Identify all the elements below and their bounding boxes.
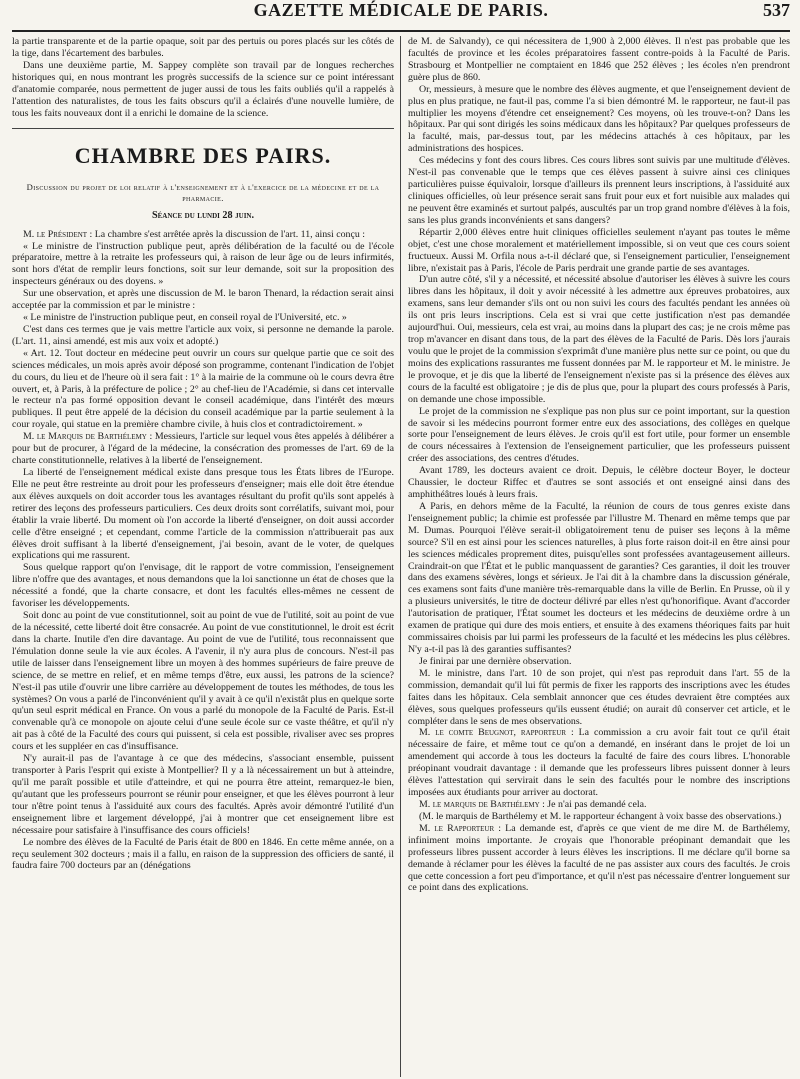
left-column [12,36,401,1077]
paragraph [408,799,790,811]
section-subtitle: Discussion du projet de loi relatif à l'enseignement et à l'exercice de la médecine et de la pharmacie. [26,181,380,204]
speaker-name: M. le Marquis de Barthélemy [23,431,147,443]
paragraph: N'y aurait-il pas de l'avantage à ce que des médecins, s'associant ensemble, puissent transporter à Paris l'esprit qui existe à Montpellier? Il y a là nécessairement un but à atteindre, qu'il me paraît possible et utile d'atteindre, et qui ne pourra être atteint, remarquez-le bien, qu'autant que les professeurs pourront se réunir pour enseigner, et que les élèves pourront à leur tour n'être point tenus à l'assiduité aux cours des facultés. Après avoir démontré l'utilité d'un enseignement libre et largement développé, j'ai à montrer que cet enseignement libre est nécessaire pour satisfaire à l'insuffisance des cours officiels! [12,753,394,836]
paragraph: de M. de Salvandy), ce qui nécessitera de 1,900 à 2,000 élèves. Il n'est pas probable que les facultés de province et les écoles préparatoires fassent contre-poids à la Faculté de Paris. Strasbourg et Montpellier ne comptaient en 1846 que 252 élèves ; les écoles n'en prendront guère plus de 860. [408,36,790,83]
paragraph [408,727,790,799]
paragraph: Sous quelque rapport qu'on l'envisage, dit le rapport de votre commission, l'enseignement libre n'offre que des avantages, et nous demandons que la loi sanctionne un état de choses que la nécessité a fondé, que la charte consacre, et dont les facultés elles-mêmes ne cessent de favoriser les développements. [12,562,394,610]
paragraph-text: : La demande est, d'après ce que vient de me dire M. de Barthélemy, infiniment moins importante. Je croyais que l'honorable préopinant demandait que les professeurs libres pussent accorder à leurs élèves les inscriptions. Il me déclare qu'il borne sa demande à réclamer pour les élèves la faculté de ne pas assister aux cours des facultés. Je crois que cette concession a fort peu d'importance, et qu'il n'est pas nécessaire d'entrer longuement sur ce point dans des explications. [408,822,790,894]
paragraph: La liberté de l'enseignement médical existe dans presque tous les États libres de l'Europe. Elle ne peut être restreinte au droit pour les professeurs d'enseigner; mais elle doit être étendue aux élèves auxquels on doit accorder tous les avantages résultant du profit qu'ils sont appelés à retirer des leçons des professeurs particuliers. Ces deux droits sont corrélatifs, suivant moi, pour établir la vraie liberté. Du moment où l'on accorde la liberté d'enseigner, on doit aussi accorder celle d'être enseigné ; et cependant, comme l'article de la commission n'attribuerait pas aux élèves droit suffisant à la liberté d'enseignement, j'ai besoin, avant de le voter, de quelques explications qui me rassurent. [12,467,394,562]
session-heading: Séance du lundi 28 juin. [151,210,255,222]
paragraph: D'un autre côté, s'il y a nécessité, et nécessité absolue d'autoriser les élèves à suivre les cours libres dans les hôpitaux, il doit y avoir nécessité à les admettre aux épreuves probatoires, aux examens, sans leur demander s'ils ont ou non suivi les cours des facultés pendant les années où ils ont pris leurs inscriptions. Cela est si vrai que cette justification n'est pas demandée aujourd'hui. Oui, messieurs, cela est vrai, au moins dans la plupart des cas; je ne crois même pas trop m'avancer en disant dans tous, de la part des élèves de la Faculté de Paris. Dès lors j'aurais voulu que le projet de la commission s'exprimât d'une manière plus nette sur ce point, ou que du moins des explications rassurantes me fussent données par M. le rapporteur et M. le ministre. Je le provoque, et je dis que la liberté de l'enseignement n'existe pas si la présence des élèves aux cours de la faculté est obligatoire ; je dis de plus que, pour la plupart des cours professés à Paris, on demande une chose impossible. [408,274,790,405]
paragraph-text: : La commission a cru avoir fait tout ce qu'il était nécessaire de faire, et même tout ce qu'on a demandé, en insérant dans le projet de loi un amendement qui accorde à tous les docteurs la faculté de faire des cours libres. L'honorable préopinant voudrait davantage : il demande que les professeurs libres puissent donner à leurs élèves l'attestation qui servirait dans le sein des facultés pour le nombre des inscriptions imposées aux étudiants pour arriver au doctorat. [408,727,790,799]
text-columns [12,36,790,1077]
paragraph: (M. le marquis de Barthélemy et M. le rapporteur échangent à voix basse des observations.) [419,810,782,822]
paragraph: Soit donc au point de vue constitutionnel, soit au point de vue de l'utilité, soit au point de vue de la nécessité, cette liberté doit être consacrée. Au point de vue constitutionnel, le droit est écrit dans la charte. Inutile d'en dire davantage. Au point de vue de l'utilité, tous reconnaissent que l'émulation donne seule la vie aux écoles. A l'avenir, il n'y aura plus de concours. N'est-il pas utile de laisser dans l'enseignement libre un moyen à des hommes supérieurs de faire preuve de science, de se mettre en relief, et en même temps d'être, eux aussi, les patrons de la science? N'est-il pas utile d'ouvrir une libre carrière au développement de toutes les méthodes, de tous les systèmes? On vous a parlé de l'inconvénient qu'il y avait à ce qu'il n'existât plus en quelque sorte qu'un seul esprit médical en France. On vous a parlé du monopole de la Faculté de Paris. Est-il convenable qu'à ce monopole on ajoute celui d'une seule école sur ce vaste théâtre, et qu'il n'y ait pas à côté de la Faculté des cours qui puissent, si cela est possible, rivaliser avec ses propres cours et les suppléer en cas d'insuffisance. [12,610,394,753]
paragraph-text: : Je n'ai pas demandé cela. [539,799,647,810]
page-number: 537 [763,0,790,20]
paragraph: Avant 1789, les docteurs avaient ce droit. Depuis, le célèbre docteur Boyer, le docteur Chaussier, le docteur Riffec et d'autres se sont associés et ont enseigné ainsi dans des amphithéâtres loués à leurs frais. [408,465,790,501]
paragraph: « Le ministre de l'instruction publique peut, en conseil royal de l'Université, etc. » [23,312,347,324]
paragraph-text: : Messieurs, l'article sur lequel vous êtes appelés à délibérer a pour but de procurer, à l'égard de la médecine, la consécration des promesses de l'art. 69 de la charte constitutionnelle, relatives à la liberté de l'enseignement. [12,431,394,467]
paragraph: la partie transparente et de la partie opaque, soit par des pertuis ou pores placés sur les côtés de la tige, dans l'écartement des barbules. [12,36,394,59]
paragraph [12,431,394,467]
section-divider [12,128,394,129]
paragraph [408,823,790,895]
paragraph [12,229,394,241]
paragraph: Le nombre des élèves de la Faculté de Paris était de 800 en 1846. En cette même année, on a reçu seulement 302 docteurs ; mais il a fallu, en raison de la suppression des officiers de santé, il faudra faire 700 docteurs par an (dénégations [12,836,394,872]
paragraph: « Art. 12. Tout docteur en médecine peut ouvrir un cours sur quelque partie que ce soit des sciences médicales, un mois après avoir déposé son programme, contenant l'indication de l'objet du cours, du lieu et de l'heure où il sera fait : 1° à la mairie de la commune où le cours devra être ouvert, et, à Paris, à la préfecture de police ; 2° au chef-lieu de l'Académie, si dans cet intervalle le recteur n'a pas formé opposition devant le conseil académique, dans l'intérêt des mœurs publiques. Il peut être appelé de la décision du conseil académique par la partie seulement à la cour royale, qui statue en la première chambre civile, à huis clos et contradictoirement. » [12,347,394,431]
section-title: CHAMBRE DES PAIRS. [74,143,332,169]
paragraph: Je finirai par une dernière observation. [419,655,572,667]
page-header [12,0,790,32]
paragraph: Le projet de la commission ne s'explique pas non plus sur ce point important, sur la question de savoir si les médecins pourront former entre eux des associations, des collèges en quelque sorte pour l'enseignement de leurs élèves. Je crois qu'il est fort utile, pour former un ensemble de cours nécessaires à l'extension de l'enseignement particulier, que les professeurs puissent créer des associations, des centres d'études. [408,405,790,465]
paragraph: A Paris, en dehors même de la Faculté, la réunion de cours de tous genres existe dans l'enseignement public; la chimie est professée par l'illustre M. Thenard en même temps que par M. Dumas. Pourquoi l'élève serait-il obligatoirement tenu de puiser ses leçons à la même source? S'il en est ainsi pour les sciences naturelles, à plus forte raison doit-il en être ainsi pour les sciences médicales proprement dites, puisqu'elles sont professées avantageusement ailleurs. Craindrait-on que l'État et le public manquassent de garanties? Ces garanties, il doit les trouver dans des examens sévères, longs et sérieux. Je l'ai dit à la chambre dans la discussion générale, ces examens sont faits d'une manière très-remarquable dans la ville de Berlin. En Prusse, où il y a plusieurs universités, le titre de docteur délivré par elles n'est qu'honorifique. Avant d'accorder l'autorisation de pratiquer, l'État soumet les docteurs et les médecins de deuxième ordre à un examen de pratique qui dure des mois entiers, et ensuite à des examens théoriques faits par huit commissaires choisis par lui parmi les professeurs de la faculté et les médecins les plus célèbres. N'y a-t-il pas là des garanties suffisantes? [408,500,790,656]
right-column [401,36,790,1077]
journal-title: GAZETTE MÉDICALE DE PARIS. [253,0,549,20]
paragraph: Or, messieurs, à mesure que le nombre des élèves augmente, et que l'enseignement devient de plus en plus pratique, ne faut-il pas, comme l'a si bien démontré M. le rapporteur, ne faut-il pas multiplier les moyens d'étendre cet enseignement? Ces moyens, où les trouve-t-on? Dans les hôpitaux. Par qui sont dirigés les soins médicaux dans les hôpitaux? Par quelques professeurs de la faculté, mais, par-dessus tout, par les médecins attachés à ces hôpitaux, par les administrations des hospices. [408,83,790,155]
paragraph: Répartir 2,000 élèves entre huit cliniques officielles seulement n'ayant pas toutes le même objet, c'est une chose moralement et matériellement impossible, si on veut que ces cours soient fructueux. Aussi M. Orfila nous a-t-il déclaré que, si l'enseignement particulier, l'enseignement libre, n'existait pas à Paris, l'école de Paris perdrait une grande partie de ses avantages. [408,226,790,274]
paragraph: C'est dans ces termes que je vais mettre l'article aux voix, si personne ne demande la parole. (L'art. 11, ainsi amendé, est mis aux voix et adopté.) [12,323,394,347]
speaker-name: M. le Président [23,228,88,240]
speaker-name: M. le marquis de Barthélemy [419,799,540,810]
paragraph: Dans une deuxième partie, M. Sappey complète son travail par de longues recherches historiques qui, en nous montrant les progrès successifs de la science sur ce point intéressant d'anatomie comparée, nous permettent de juger aussi de tous les faits oubliés qu'il a rappelés à l'attention des naturalistes, de tous les faits obscurs qu'il a éclairés d'une nouvelle lumière, de tous les faits nouveaux dont il a enrichi le domaine de la science. [12,59,394,119]
paragraph: Ces médecins y font des cours libres. Ces cours libres sont suivis par une multitude d'élèves. N'est-il pas convenable que le temps que ces élèves passent à suivre ainsi ces cliniques particulières puisse équivaloir, lorsque d'ailleurs ils prennent leurs inscriptions, à l'assiduité aux cliniques officielles, où leur présence serait sans fruit pour eux et fort nuisible aux malades qui ne peuvent être examinés et surtout palpés, auscultés par un trop grand nombre d'élèves à la fois, sans les plus grands inconvénients et sans dangers? [408,155,790,226]
speaker-name: M. le Rapporteur [419,822,495,834]
paragraph: M. le ministre, dans l'art. 10 de son projet, qui n'est pas reproduit dans l'art. 55 de la commission, demandait qu'il lui fût permis de fixer les rapports des inscriptions avec les études faites dans les hôpitaux. Cela semblait annoncer que ces études devraient être comptées aux élèves, sous quelques professeurs qu'ils eussent étudié; on aurait dû conserver cet article, et le compléter dans le sens de mes observations. [408,667,790,727]
paragraph: Sur une observation, et après une discussion de M. le baron Thenard, la rédaction serait ainsi acceptée par la commission et par le ministre : [12,288,394,312]
paragraph-text: : La chambre s'est arrêtée après la discussion de l'art. 11, ainsi conçu : [87,228,366,240]
speaker-name: M. le comte Beugnot, rapporteur [419,727,566,739]
paragraph: « Le ministre de l'instruction publique peut, après délibération de la faculté ou de l'école préparatoire, mettre à la retraite les professeurs qui, à raison de leur âge ou de leurs infirmités, sont hors d'état de remplir leurs fonctions, soit sur leur demande, soit sur la proposition des inspecteurs généraux ou des doyens. » [12,240,394,288]
